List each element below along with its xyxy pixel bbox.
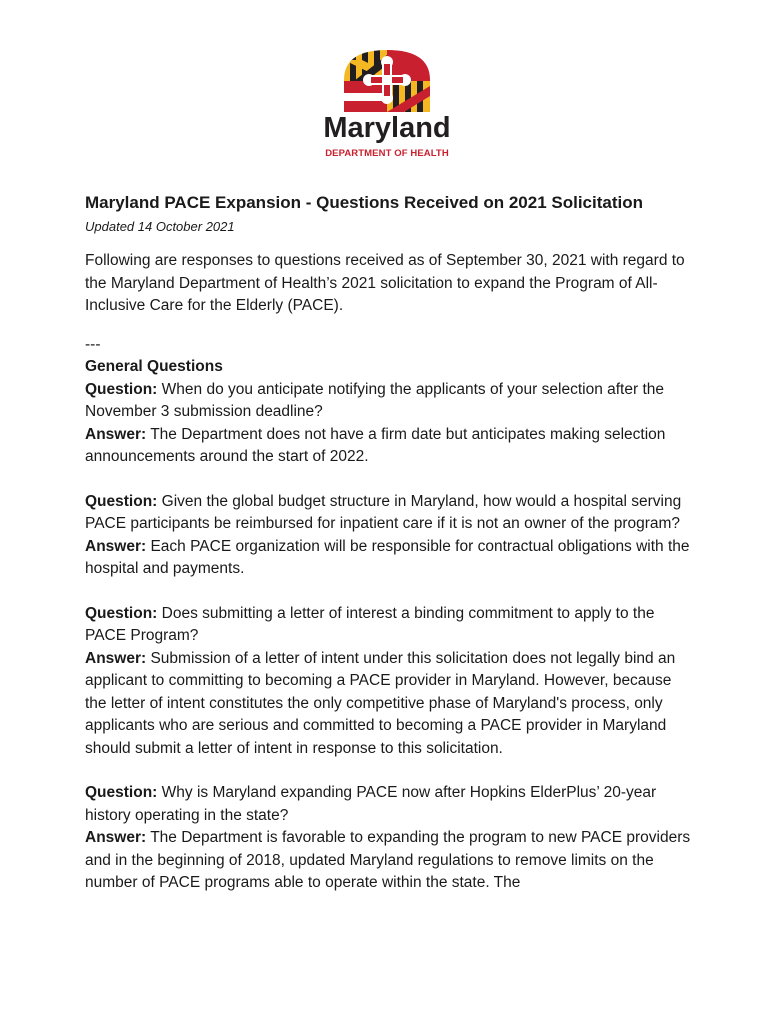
qa-item [85,603,695,761]
logo-subtitle: DEPARTMENT OF HEALTH [325,148,449,159]
question-text: Why is Maryland expanding PACE now after Hopkins ElderPlus’ 20-year history operating in the state? [85,784,657,824]
logo-wordmark: Maryland [323,112,451,144]
question-label: Question: [85,784,158,801]
separator: --- [85,335,101,353]
mdh-logo [312,50,462,162]
document-body [85,192,695,917]
question [85,603,695,648]
answer-text: The Department is favorable to expanding the program to new PACE providers and in the beginning of 2018, updated Maryland regulations to remove limits on the number of PACE programs able to operate within the state. The [85,829,691,891]
answer [85,827,695,895]
question [85,782,695,827]
question [85,491,695,536]
answer-label: Answer: [85,425,147,443]
intro-paragraph: Following are responses to questions received as of September 30, 2021 with regard to the Maryland Department of Health’s 2021 solicitation to expand the Program of All-Inclusive Care for the Elderly (PACE). [85,252,685,314]
qa-item [85,782,695,895]
qa-item [85,491,695,581]
answer [85,424,695,469]
document-title: Maryland PACE Expansion - Questions Received on 2021 Solicitation [85,193,643,212]
question-label: Question: [85,604,158,622]
answer-text: Submission of a letter of intent under this solicitation does not legally bind an applicant to committing to becoming a PACE provider in Maryland. However, because the letter of intent constitutes the only competitive phase of Maryland's process, only applicants who are serious and committed to becoming a PACE provider in Maryland should submit a letter of intent in response to this solicitation. [85,649,676,757]
question-text: Does submitting a letter of interest a binding commitment to apply to the PACE Program? [85,604,655,644]
answer-label: Answer: [85,829,147,846]
question [85,379,695,424]
qa-item [85,379,695,469]
updated-date: Updated 14 October 2021 [85,219,235,234]
question-text: Given the global budget structure in Maryland, how would a hospital serving PACE participants be reimbursed for inpatient care if it is not an owner of the program? [85,492,682,532]
question-text: When do you anticipate notifying the applicants of your selection after the November 3 submission deadline? [85,380,664,420]
answer-text: Each PACE organization will be responsible for contractual obligations with the hospital and payments. [85,537,690,577]
answer-text: The Department does not have a firm date but anticipates making selection announcements around the start of 2022. [85,425,666,465]
answer [85,536,695,581]
maryland-flag-icon [344,50,430,112]
answer-label: Answer: [85,649,147,667]
section-heading: General Questions [85,358,223,375]
question-label: Question: [85,380,158,398]
question-label: Question: [85,492,158,510]
answer [85,648,695,761]
answer-label: Answer: [85,537,147,555]
